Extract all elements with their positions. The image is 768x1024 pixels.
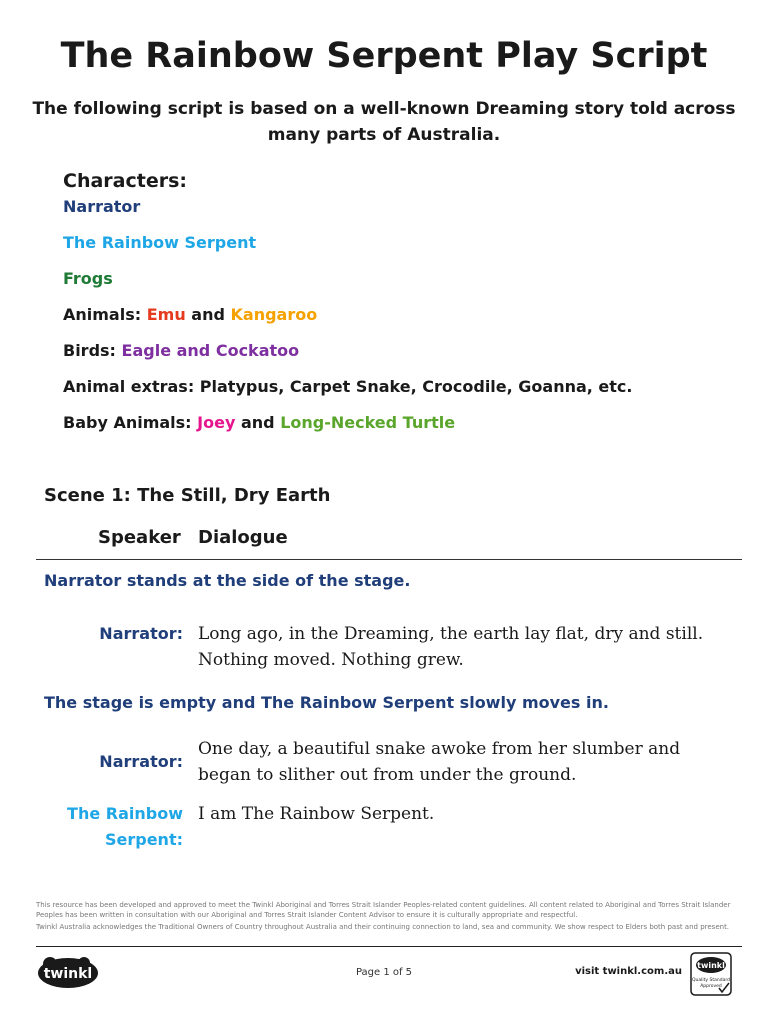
character-baby-animals (63, 410, 743, 446)
stage-direction: Narrator stands at the side of the stage. (44, 571, 411, 590)
dialogue-line: began to slither out from under the ground. (198, 765, 577, 785)
page-title: The Rainbow Serpent Play Script (60, 36, 708, 76)
character-emu: Emu (146, 305, 186, 324)
legal-notice (36, 900, 736, 934)
footer-divider (36, 946, 742, 947)
dialogue-text (198, 621, 738, 673)
scene-title: Scene 1: The Still, Dry Earth (44, 485, 331, 506)
animals-label: Animals: (63, 305, 142, 324)
page-number: Page 1 of 5 (355, 967, 413, 978)
character-frogs: Frogs (63, 269, 113, 288)
intro-line-2: many parts of Australia. (267, 125, 501, 145)
speaker-label-line: The Rainbow (67, 804, 183, 823)
character-narrator: Narrator (63, 197, 141, 216)
speaker-label: Narrator: (99, 624, 183, 643)
legal-paragraph: This resource has been developed and approved to meet the Twinkl Aboriginal and Torres Strait Islander Peoples-related content guidelines. All content related to Aboriginal and Torres Strait Islander Peoples has been written in consultation with our Aboriginal and Torres Strait Islander Content Advisor to ensure it is culturally appropriate and respectful. (36, 901, 731, 919)
dialogue-text (198, 801, 738, 827)
quality-standard-badge-icon (690, 952, 732, 996)
speaker-label (33, 801, 183, 853)
logo-text: twinkl (43, 966, 93, 982)
badge-brand: twinkl (697, 961, 725, 970)
characters-list (63, 168, 743, 446)
birds-value: Eagle and Cockatoo (121, 341, 300, 360)
intro-text (30, 96, 738, 148)
dialogue-column-header: Dialogue (198, 527, 288, 548)
dialogue-line: I am The Rainbow Serpent. (198, 804, 435, 824)
dialogue-line: One day, a beautiful snake awoke from her slumber and (198, 739, 681, 759)
baby-animals-label: Baby Animals: (63, 413, 192, 432)
character-extras: Animal extras: Platypus, Carpet Snake, Crocodile, Goanna, etc. (63, 377, 633, 396)
conjunction: and (240, 413, 275, 432)
dialogue-text (198, 736, 738, 788)
intro-line-1: The following script is based on a well-known Dreaming story told across (32, 99, 736, 119)
speaker-column-header: Speaker (98, 527, 181, 548)
dialogue-line: Long ago, in the Dreaming, the earth lay flat, dry and still. (198, 624, 704, 644)
conjunction: and (191, 305, 225, 324)
character-joey: Joey (197, 413, 236, 432)
characters-heading: Characters: (63, 170, 187, 192)
script-table-header (36, 527, 742, 560)
stage-direction: The stage is empty and The Rainbow Serpent slowly moves in. (44, 693, 609, 712)
speaker-label-line: Serpent: (104, 830, 183, 849)
speaker-label: Narrator: (99, 752, 183, 771)
legal-paragraph: Twinkl Australia acknowledges the Traditional Owners of Country throughout Australia and their continuing connection to land, sea and community. We show respect to Elders both past and present. (36, 923, 730, 931)
badge-line-2: Approved (700, 984, 722, 989)
dialogue-line: Nothing moved. Nothing grew. (198, 650, 464, 670)
character-birds (63, 338, 743, 374)
birds-label: Birds: (63, 341, 116, 360)
character-turtle: Long-Necked Turtle (280, 413, 456, 432)
character-rainbow-serpent: The Rainbow Serpent (63, 233, 257, 252)
visit-link[interactable]: visit twinkl.com.au (575, 966, 682, 977)
character-animals (63, 302, 743, 338)
badge-line-1: Quality Standard (692, 978, 730, 983)
character-kangaroo: Kangaroo (230, 305, 318, 324)
